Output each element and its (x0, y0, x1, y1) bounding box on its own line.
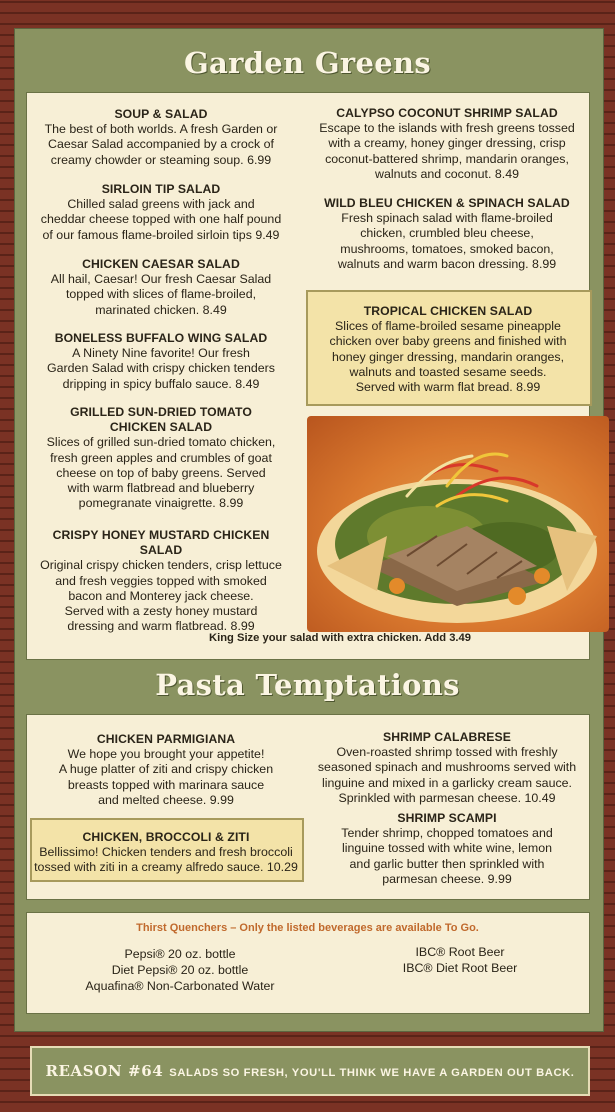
item-description: Slices of grilled sun-dried tomato chicken, fresh green apples and crumbles of goat cheese on top of baby greens. Served with warm flatbread and blueberry pomegranate vinaigrette. 8.99 (46, 435, 276, 511)
menu-item (306, 106, 588, 182)
beverage-item: Diet Pepsi® 20 oz. bottle (111, 963, 249, 977)
item-description: We hope you brought your appetite! A huge platter of ziti and crispy chicken breasts topped with marinara sauce and melted cheese. 9.99 (58, 747, 274, 807)
garden-greens-title: Garden Greens (183, 46, 431, 80)
item-description: Original crispy chicken tenders, crisp lettuce and fresh veggies topped with smoked bacon and Monterey jack cheese. Served with a zesty honey mustard dressing and warm flatbread. 8.99 (40, 558, 282, 634)
item-name: CHICKEN, BROCCOLI & ZITI (82, 830, 250, 844)
item-name: WILD BLEU CHICKEN & SPINACH SALAD (324, 196, 570, 210)
menu-item (308, 304, 588, 395)
king-size-note: King Size your salad with extra chicken. Add 3.49 (209, 632, 471, 644)
item-description: Bellissimo! Chicken tenders and fresh broccoli tossed with ziti in a creamy alfredo sauce. 10.29 (34, 845, 298, 875)
item-name: SHRIMP SCAMPI (397, 811, 497, 825)
item-description: All hail, Caesar! Our fresh Caesar Salad topped with slices of flame-broiled, marinated chicken. 8.49 (50, 272, 272, 317)
item-name: CALYPSO COCONUT SHRIMP SALAD (336, 106, 558, 120)
salad-photo (307, 416, 609, 632)
item-description: Slices of flame-broiled sesame pineapple chicken over baby greens and finished with honey ginger dressing, mandarin oranges, walnuts and toasted sesame seeds. Served with warm flat bread. 8.99 (329, 319, 567, 395)
menu-item (306, 811, 588, 887)
item-name: CRISPY HONEY MUSTARD CHICKEN SALAD (52, 528, 270, 558)
menu-item (32, 830, 300, 876)
beverage-list-right (340, 944, 580, 976)
reason-tagline: SALADS SO FRESH, YOU'LL THINK WE HAVE A GARDEN OUT BACK. (169, 1067, 575, 1079)
item-name: CHICKEN PARMIGIANA (96, 732, 236, 746)
item-description: Escape to the islands with fresh greens tossed with a creamy, honey ginger dressing, crisp coconut-battered shrimp, mandarin oranges, walnuts and coconut. 8.49 (319, 121, 575, 181)
item-name: GRILLED SUN-DRIED TOMATO CHICKEN SALAD (70, 405, 252, 435)
beverage-item: Aquafina® Non-Carbonated Water (85, 979, 275, 993)
item-description: A Ninety Nine favorite! Our fresh Garden Salad with crispy chicken tenders dripping in spicy buffalo sauce. 8.49 (47, 346, 275, 391)
menu-item (30, 331, 292, 392)
item-description: Oven-roasted shrimp tossed with freshly seasoned spinach and mushrooms served with linguine and mixed in a garlicky cream sauce. Sprinkled with parmesan cheese. 10.49 (317, 745, 577, 805)
menu-item (30, 107, 292, 168)
pasta-temptations-title: Pasta Temptations (155, 668, 460, 702)
beverage-item: IBC® Diet Root Beer (402, 961, 518, 975)
item-name: SHRIMP CALABRESE (382, 730, 511, 744)
item-description: Fresh spinach salad with flame-broiled chicken, crumbled bleu cheese, mushrooms, tomatoes, smoked bacon, walnuts and warm bacon dressing. 8.99 (337, 211, 557, 271)
beverages-title: Thirst Quenchers – Only the listed beverages are available To Go. (136, 922, 479, 934)
item-description: The best of both worlds. A fresh Garden or Caesar Salad accompanied by a crock of creamy chowder or steaming soup. 6.99 (44, 122, 278, 167)
reason-number: REASON #64 (45, 1062, 164, 1080)
item-name: BONELESS BUFFALO WING SALAD (54, 331, 268, 345)
menu-item (30, 528, 292, 634)
item-name: CHICKEN CAESAR SALAD (82, 257, 240, 271)
menu-item (30, 257, 292, 318)
beverage-list-left (60, 946, 300, 994)
menu-item (30, 182, 292, 243)
beverage-item: IBC® Root Beer (415, 945, 505, 959)
menu-item (30, 405, 292, 511)
menu-item (306, 196, 588, 272)
reason-banner (30, 1046, 590, 1096)
menu-item (306, 730, 588, 806)
item-description: Tender shrimp, chopped tomatoes and linguine tossed with white wine, lemon and garlic butter then sprinkled with parmesan cheese. 9.99 (341, 826, 553, 886)
menu-item (32, 732, 300, 808)
item-description: Chilled salad greens with jack and cheddar cheese topped with one half pound of our famous flame-broiled sirloin tips 9.49 (40, 197, 282, 242)
item-name: SOUP & SALAD (114, 107, 208, 121)
salad-illustration (307, 416, 609, 632)
item-name: TROPICAL CHICKEN SALAD (363, 304, 533, 318)
item-name: SIRLOIN TIP SALAD (101, 182, 221, 196)
beverage-item: Pepsi® 20 oz. bottle (124, 947, 236, 961)
